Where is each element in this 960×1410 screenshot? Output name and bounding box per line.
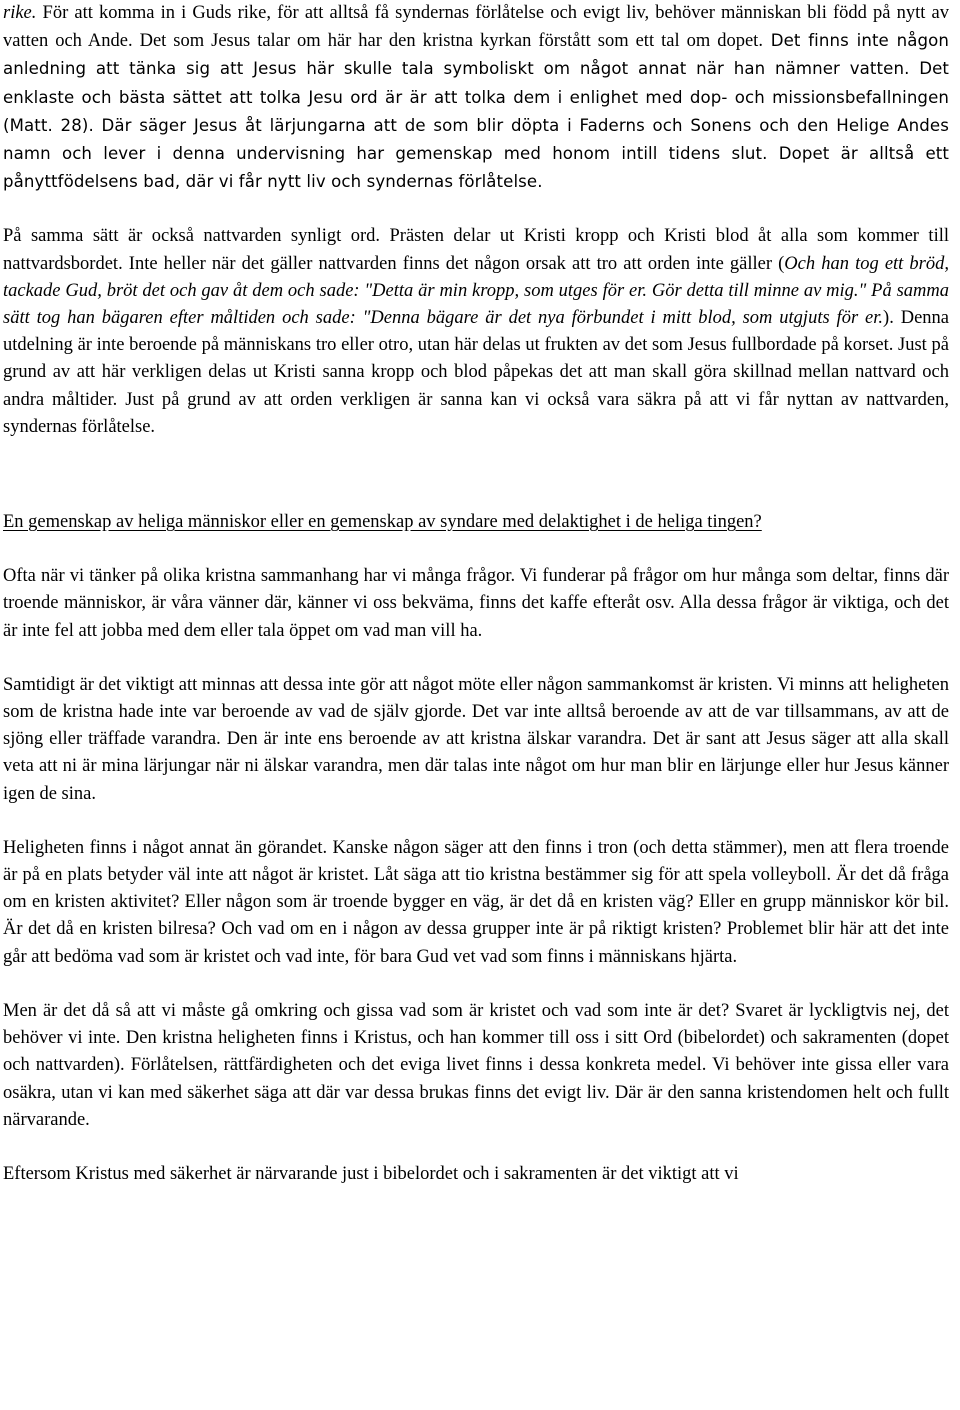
paragraph-not-christian: Samtidigt är det viktigt att minnas att dessa inte gör att något möte eller någon sammankomst är kristen. Vi minns att heligheten som de kristna hade inte var beroende av vad de själv gjorde. Det var inte alltså beroende av att de var tillsammans, av att de sjöng eller träffade varandra. Den är inte ens beroende av att kristna älskar varandra. Det är sant att Jesus säger att alla skall veta att ni är mina lärjungar när ni älskar varandra, men där talas inte något om hur man blir en lärjunge eller hur Jesus känner igen de sina.	[3, 674, 949, 804]
paragraph-holiness: Heligheten finns i något annat än görandet. Kanske någon säger att den finns i tron (och detta stämmer), men att flera troende är på en plats betyder väl inte att något är kristet. Låt säga att tio kristna bestämmer sig för att spela volleyboll. Är det då fråga om en kristen aktivitet? Eller någon som är troende bygger en väg, är det då en kristen väg? Eller en grupp människor kör bil. Är det då en kristen bilresa? Och vad om en i någon av dessa grupper inte är på riktigt kristen? Problemet blir här att det inte går att bedöma vad som är kristet och vad inte, för bara Gud vet vad som finns i människans hjärta.	[3, 837, 949, 967]
text-run: Det finns inte någon anledning att tänka sig att Jesus här skulle tala symboliskt om något annat när han nämner vatten. Det enklaste och bästa sättet att tolka Jesu ord är är att tolka dem i enlighet med dop- och missionsbefallningen (Matt. 28). Där säger Jesus åt lärjungarna att de som blir döpta i Faderns och Sonens och den Helige Andes namn och lever i denna undervisning har gemenskap med honom intill tidens slut. Dopet är alltså ett pånyttfödelsens bad, där vi får nytt liv och syndernas förlåtelse.	[3, 31, 950, 192]
paragraph-certainty: Men är det då så att vi måste gå omkring och gissa vad som är kristet och vad som inte är det? Svaret är lyckligtvis nej, det behöver vi inte. Den kristna heligheten finns i Kristus, och han kommer till oss i sitt Ord (bibelordet) och sakramenten (dopet och nattvarden). Förlåtelsen, rättfärdigheten och det eviga livet finns i dessa konkreta medel. Vi behöver inte gissa eller vara osäkra, utan vi kan med säkerhet säga att där var dessa brukas finns det evigt liv. Där är den sanna kristendomen helt och fullt närvarande.	[3, 1000, 949, 1130]
section-heading: En gemenskap av heliga människor eller en gemenskap av syndare med delaktighet i de heliga tingen?	[3, 512, 762, 533]
paragraph-presence: Eftersom Kristus med säkerhet är närvarande just i bibelordet och i sakramenten är det viktigt att vi	[3, 1163, 739, 1184]
document-page	[3, 0, 949, 1188]
paragraph-baptism	[3, 0, 949, 196]
italic-fragment: rike.	[3, 3, 37, 23]
text-run: På samma sätt är också nattvarden synligt ord. Prästen delar ut Kristi kropp och Kristi blod åt alla som kommer till nattvardsbordet. Inte heller när det gäller nattvarden finns det någon orsak att tro att orden inte gäller (	[3, 226, 949, 274]
text-run: ). Denna utdelning är inte beroende på människans tro eller otro, utan här delas ut frukten av det som Jesus fullbordade på korset. Just på grund av att här verkligen delas ut Kristi sanna kropp och blod påpekas det att man skall göra skillnad mellan nattvard och andra måltider. Just på grund av att orden verkligen är sanna kan vi också vara säkra på att vi får nyttan av nattvarden, syndernas förlåtelse.	[3, 308, 949, 437]
text-run: För att komma in i Guds rike, för att alltså få syndernas förlåtelse och evigt liv, behöver människan bli född på nytt av vatten och Ande. Det som Jesus talar om här har den kristna kyrkan förstått som ett tal om dopet.	[3, 3, 949, 52]
bible-quote: Och han tog ett bröd, tackade Gud, bröt det och gav åt dem och sade: "Detta är min kropp, som utges för er. Gör detta till minne av mig." På samma sätt tog han bägaren efter måltiden och sade: "Denna bägare är det nya förbundet i mitt blod, som utgjuts för er.	[3, 253, 949, 329]
paragraph-communion	[3, 223, 949, 441]
section-heading-wrap	[3, 509, 949, 536]
paragraph-questions: Ofta när vi tänker på olika kristna sammanhang har vi många frågor. Vi funderar på frågor om hur många som deltar, finns där troende människor, är våra vänner där, känner vi oss bekväma, finns det kaffe efteråt osv. Alla dessa frågor är viktiga, och det är inte fel att jobba med dem eller tala öppet om vad man vill ha.	[3, 566, 949, 641]
